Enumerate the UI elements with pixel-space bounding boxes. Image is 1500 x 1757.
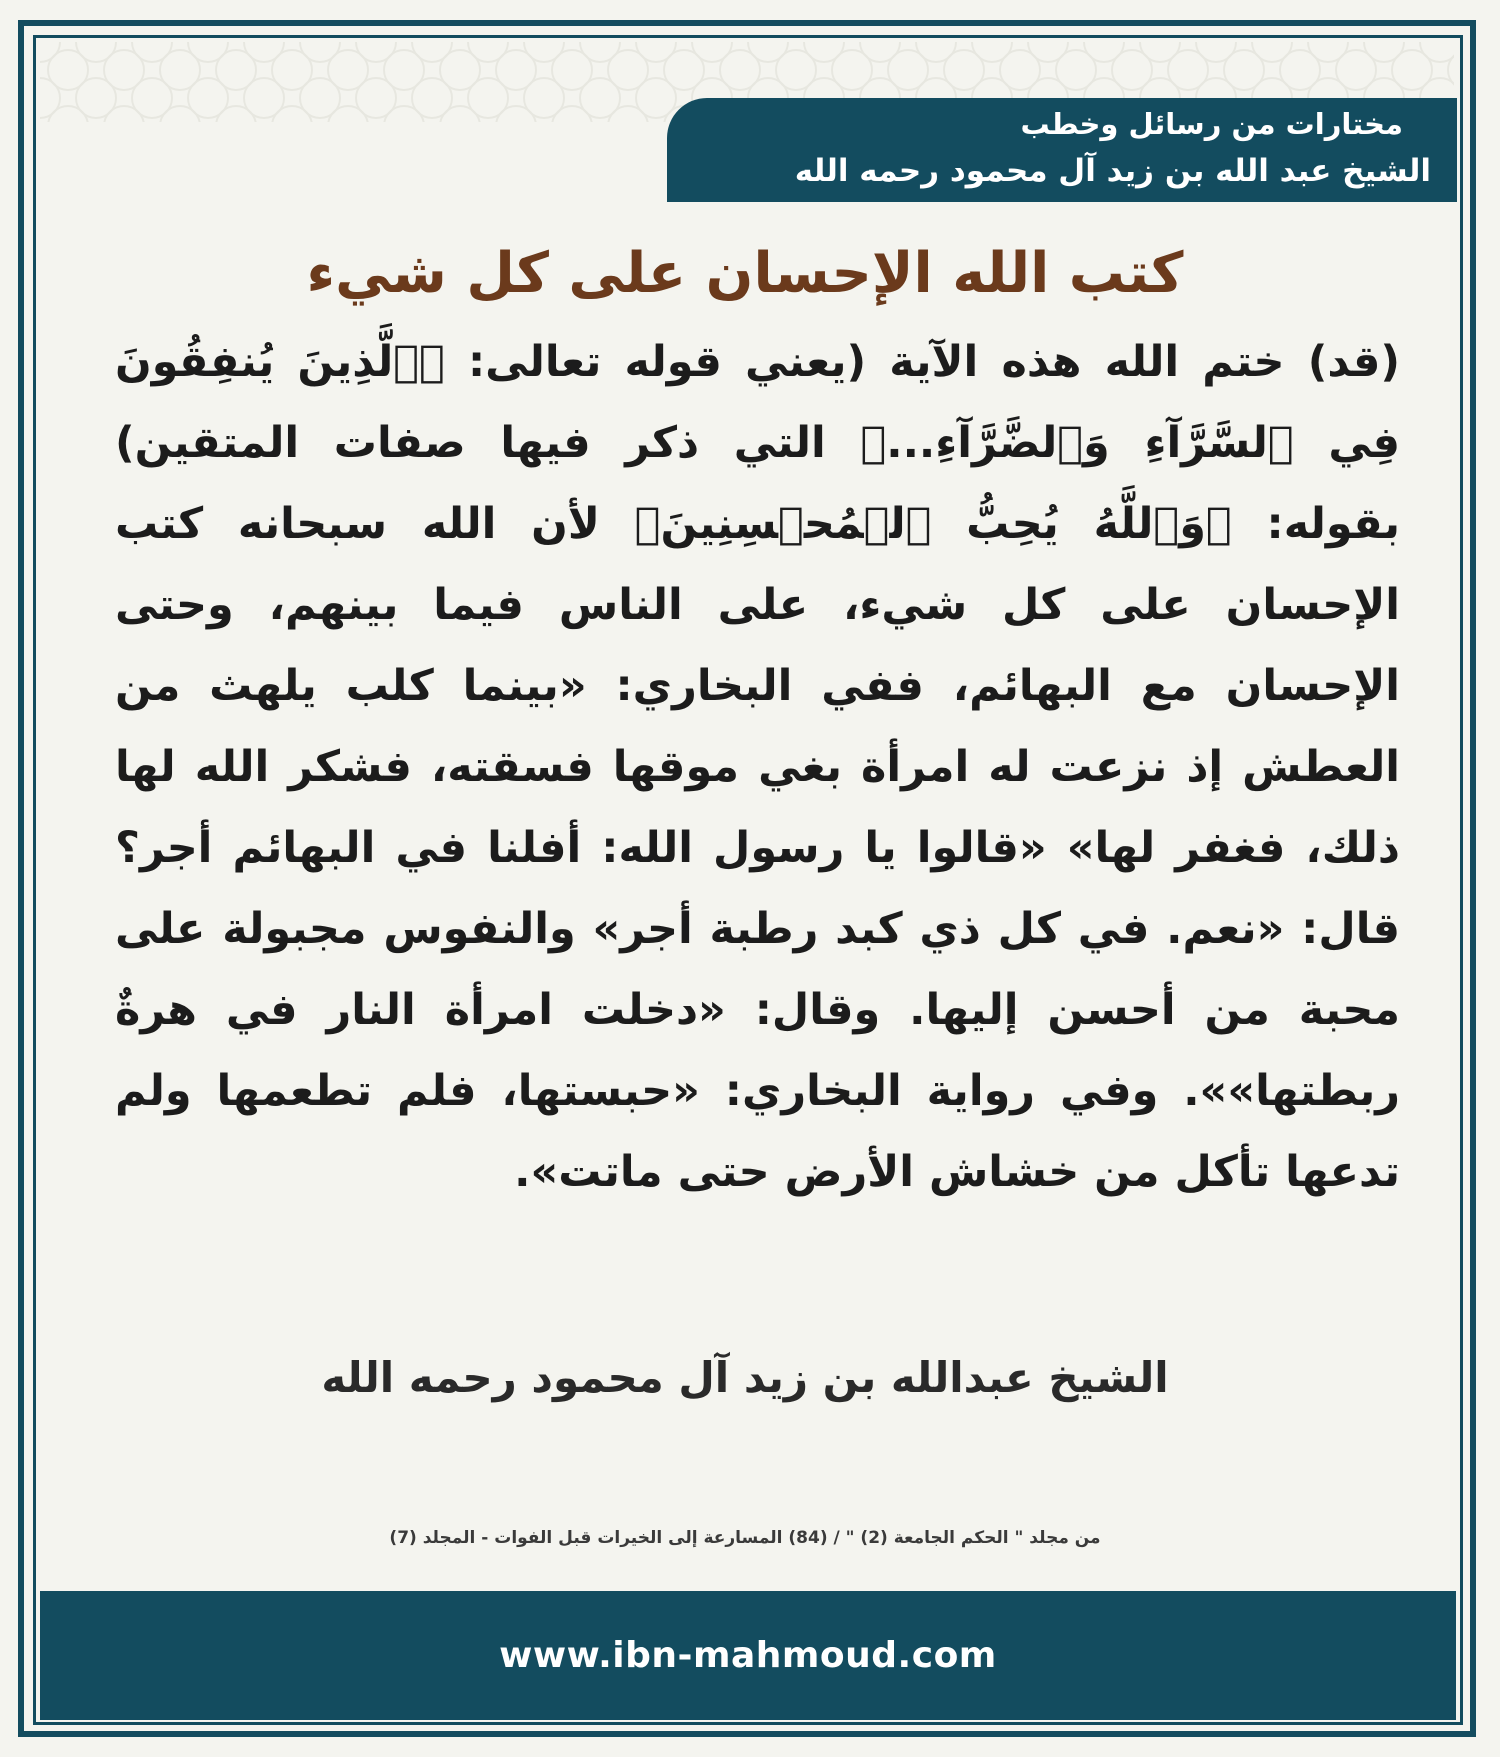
header-banner	[667, 98, 1457, 202]
header-author-name: الشيخ عبد الله بن زيد آل محمود رحمه الله	[794, 153, 1431, 189]
header-series-title: مختارات من رسائل وخطب	[1020, 107, 1403, 141]
article-body	[115, 322, 1400, 1213]
footer-bar	[40, 1591, 1456, 1720]
page-title: كتب الله الإحسان على كل شيء	[306, 241, 1184, 306]
website-link[interactable]: www.ibn-mahmoud.com	[499, 1635, 997, 1676]
body-paragraph: (قد) ختم الله هذه الآية (يعني قوله تعالى: ﴿ٱلَّذِينَ يُنفِقُونَ فِي ٱلسَّرَّآءِ وَٱلضَّرَّآءِ...﴾ التي ذكر فيها صفات المتقين) بقوله: ﴿وَٱللَّهُ يُحِبُّ ٱلۡمُحۡسِنِينَ﴾ لأن الله سبحانه كتب الإحسان على كل شيء، على الناس فيما بينهم، وحتى الإحسان مع البهائم، ففي البخاري: «بينما كلب يلهث من العطش إذ نزعت له امرأة بغي موقها فسقته، فشكر الله لها ذلك، فغفر لها» «قالوا يا رسول الله: أفلنا في البهائم أجر؟ قال: «نعم. في كل ذي كبد رطبة أجر» والنفوس مجبولة على محبة من أحسن إليها. وقال: «دخلت امرأة النار في هرةٌ ربطتها»». وفي رواية البخاري: «حبستها، فلم تطعمها ولم تدعها تأكل من خشاش الأرض حتى ماتت».	[115, 337, 1400, 1197]
author-signature: الشيخ عبدالله بن زيد آل محمود رحمه الله	[321, 1353, 1169, 1402]
source-citation: من مجلد " الحكم الجامعة (2) " / (84) المسارعة إلى الخيرات قبل الفوات - المجلد (7)	[389, 1528, 1101, 1548]
